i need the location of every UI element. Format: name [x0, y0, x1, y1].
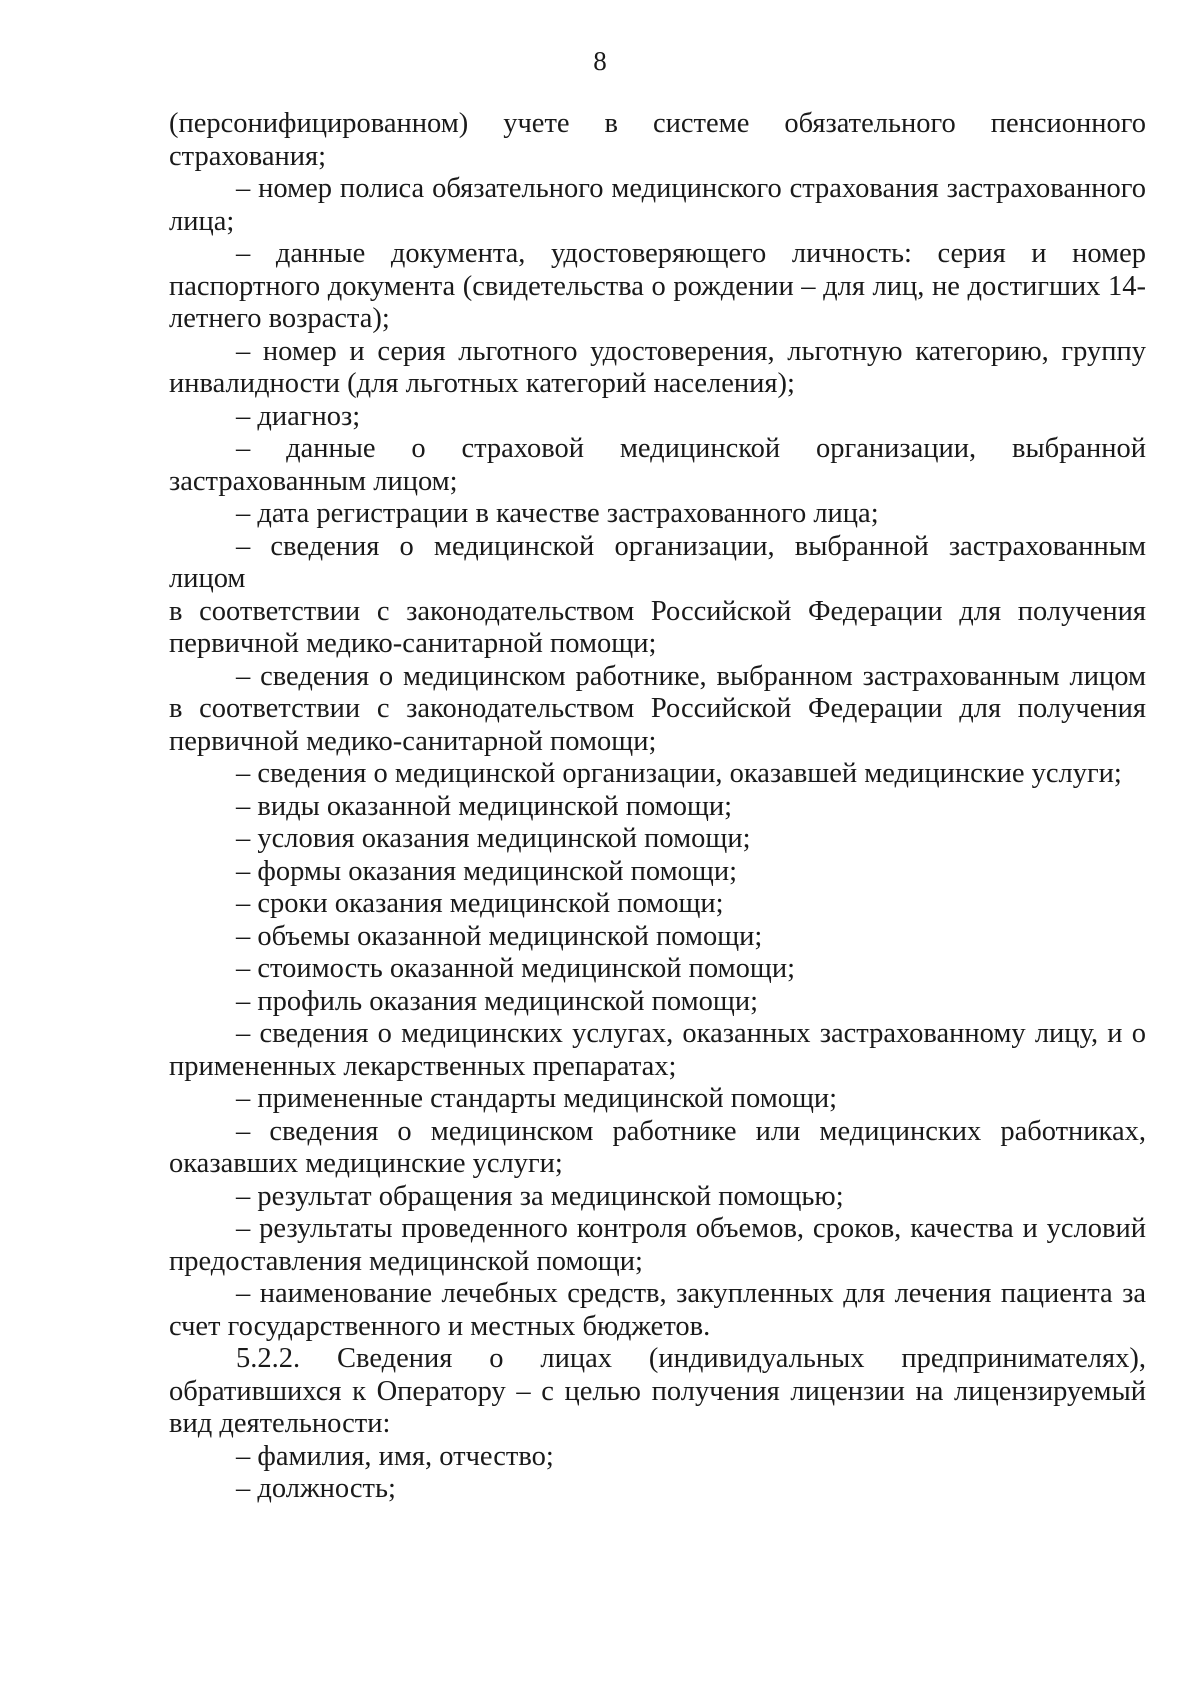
list-item: – наименование лечебных средств, закупленных для лечения пациента за счет государственного и местных бюджетов. — [169, 1278, 1146, 1342]
list-item: – фамилия, имя, отчество; — [236, 1440, 554, 1472]
page-number: 8 — [593, 46, 607, 76]
list-item: – виды оказанной медицинской помощи; — [236, 790, 733, 822]
list-item: – данные о страховой медицинской организации, выбранной застрахованным лицом; — [169, 433, 1146, 497]
list-item: – сроки оказания медицинской помощи; — [236, 888, 724, 919]
section-paragraph: 5.2.2. Сведения о лицах (индивидуальных предпринимателях), обратившихся к Оператору – с целью получения лицензии на лицензируемый вид деятельности: — [169, 1343, 1146, 1439]
list-item: – номер и серия льготного удостоверения, льготную категорию, группу инвалидности (для льготных категорий населения); — [169, 335, 1146, 399]
list-item: – формы оказания медицинской помощи; — [236, 855, 738, 887]
list-item: – диагноз; — [236, 400, 361, 432]
list-item: – сведения о медицинской организации, оказавшей медицинские услуги; — [236, 758, 1122, 789]
list-item: – условия оказания медицинской помощи; — [236, 823, 751, 854]
list-item: – номер полиса обязательного медицинского страхования застрахованного лица; — [169, 173, 1146, 237]
list-item: – сведения о медицинских услугах, оказанных застрахованному лицу, и о примененных лекарственных препаратах; — [169, 1018, 1146, 1082]
list-item: – профиль оказания медицинской помощи; — [236, 985, 759, 1017]
list-item: – стоимость оказанной медицинской помощи; — [236, 953, 796, 984]
list-item: – дата регистрации в качестве застрахованного лица; — [236, 498, 879, 529]
list-item: – примененные стандарты медицинской помощи; — [236, 1083, 838, 1114]
list-item: – результат обращения за медицинской помощью; — [236, 1180, 844, 1212]
list-item: – сведения о медицинской организации, выбранной застрахованным лицом — [169, 530, 1146, 594]
document-body — [169, 108, 1146, 1506]
list-item: – результаты проведенного контроля объемов, сроков, качества и условий предоставления медицинской помощи; — [169, 1213, 1146, 1277]
list-item: – сведения о медицинском работнике, выбранном застрахованным лицом в соответствии с законодательством Российской Федерации для получения первичной медико-санитарной помощи; — [169, 660, 1146, 757]
paragraph: в соответствии с законодательством Российской Федерации для получения первичной медико-санитарной помощи; — [169, 595, 1146, 659]
list-item: – сведения о медицинском работнике или медицинских работниках, оказавших медицинские услуги; — [169, 1115, 1146, 1179]
list-item: – объемы оказанной медицинской помощи; — [236, 920, 763, 952]
paragraph: (персонифицированном) учете в системе обязательного пенсионного страхования; — [169, 108, 1146, 172]
list-item: – должность; — [236, 1473, 396, 1504]
list-item: – данные документа, удостоверяющего личность: серия и номер паспортного документа (свидетельства о рождении – для лиц, не достигших 14-летнего возраста); — [169, 238, 1146, 334]
